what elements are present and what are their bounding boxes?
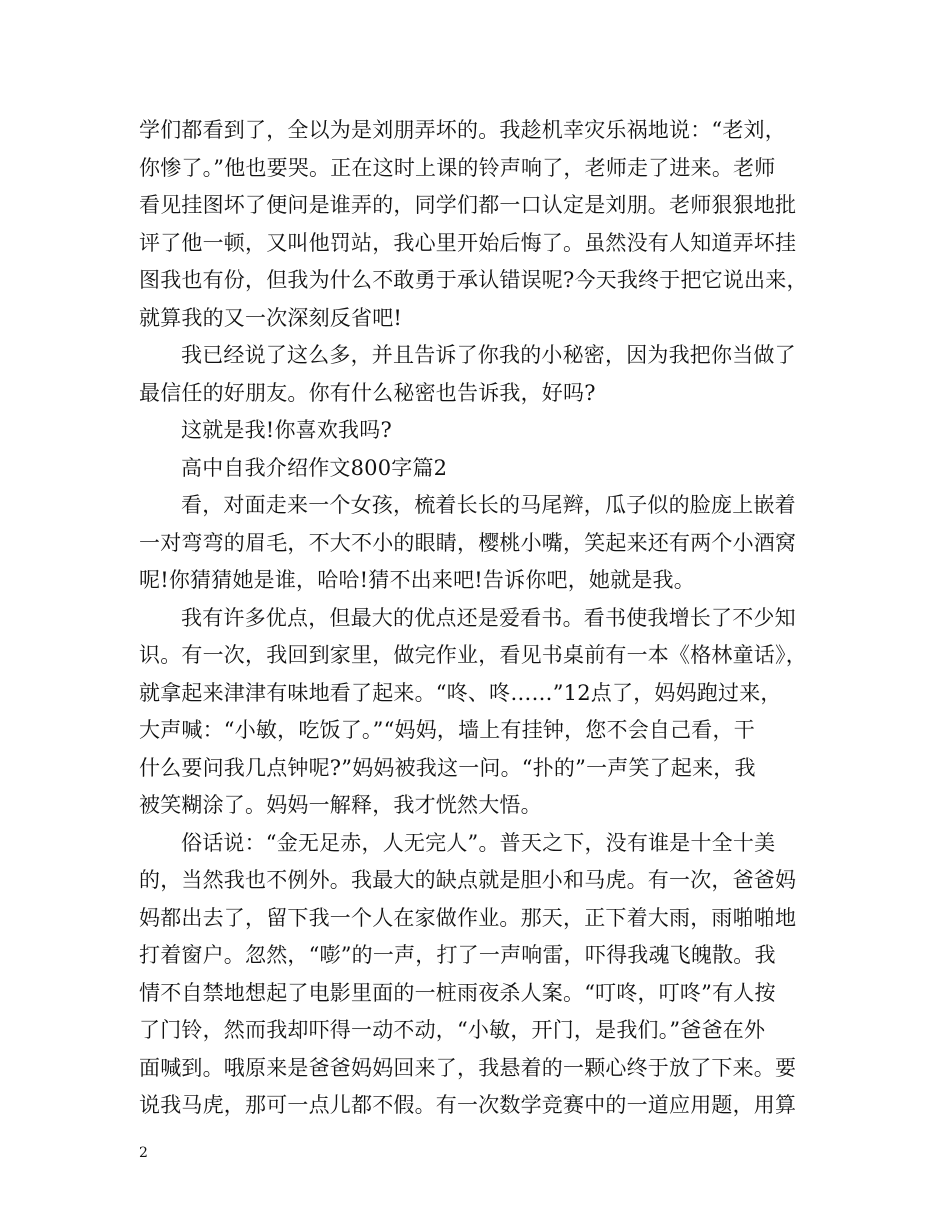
paragraph-first-line: 俗话说：“金无足赤，人无完人”。普天之下，没有谁是十全十美 xyxy=(181,830,776,855)
text-line: 打着窗户。忽然，“嘭”的一声，打了一声响雷，吓得我魂飞魄散。我 xyxy=(139,943,776,967)
paragraph-first-line: 我有许多优点，但最大的优点还是爱看书。看书使我增长了不少知 xyxy=(181,605,796,630)
paragraph-first-line: 我已经说了这么多，并且告诉了你我的小秘密，因为我把你当做了 xyxy=(181,343,796,367)
page-number: 2 xyxy=(139,1145,148,1161)
text-line: 面喊到。哦原来是爸爸妈妈回来了，我悬着的一颗心终于放了下来。要 xyxy=(139,1055,797,1080)
text-line: 什么要问我几点钟呢?”妈妈被我这一问。“扑的”一声笑了起来，我 xyxy=(139,755,756,780)
body-text xyxy=(139,112,819,1125)
text-line: 一对弯弯的眉毛，不大不小的眼睛，樱桃小嘴，笑起来还有两个小酒窝 xyxy=(139,530,797,555)
text-line: 妈都出去了，留下我一个人在家做作业。那天，正下着大雨，雨啪啪地 xyxy=(139,905,797,930)
text-line: 被笑糊涂了。妈妈一解释，我才恍然大悟。 xyxy=(139,793,542,817)
text-line: 大声喊：“小敏，吃饭了。”“妈妈，墙上有挂钟，您不会自己看，干 xyxy=(139,718,755,742)
text-line: 识。有一次，我回到家里，做完作业，看见书桌前有一本《格林童话》， xyxy=(139,643,807,667)
text-line: 就拿起来津津有味地看了起来。“咚、咚……”12点了，妈妈跑过来， xyxy=(139,680,782,705)
text-line: 图我也有份，但我为什么不敢勇于承认错误呢?今天我终于把它说出来， xyxy=(139,268,808,292)
text-line: 就算我的又一次深刻反省吧! xyxy=(139,305,403,330)
text-line: 学们都看到了，全以为是刘朋弄坏的。我趁机幸灾乐祸地说：“老刘， xyxy=(139,118,786,142)
text-line: 评了他一顿，又叫他罚站，我心里开始后悔了。虽然没有人知道弄坏挂 xyxy=(139,230,797,255)
text-line: 情不自禁地想起了电影里面的一桩雨夜杀人案。“叮咚，叮咚”有人按 xyxy=(139,980,776,1005)
section-heading: 高中自我介绍作文800字篇2 xyxy=(181,455,448,480)
text-line: 你惨了。”他也要哭。正在这时上课的铃声响了，老师走了进来。老师 xyxy=(139,155,776,180)
text-line: 了门铃，然而我却吓得一动不动，“小敏，开门，是我们。”爸爸在外 xyxy=(139,1018,766,1042)
text-line: 最信任的好朋友。你有什么秘密也告诉我，好吗? xyxy=(139,380,596,405)
text-line: 说我马虎，那可一点儿都不假。有一次数学竞赛中的一道应用题，用算 xyxy=(139,1093,797,1117)
paragraph-first-line: 看，对面走来一个女孩，梳着长长的马尾辫，瓜子似的脸庞上嵌着 xyxy=(181,493,796,517)
text-line: 看见挂图坏了便问是谁弄的，同学们都一口认定是刘朋。老师狠狠地批 xyxy=(139,193,797,217)
paragraph-first-line: 这就是我!你喜欢我吗? xyxy=(181,418,392,442)
text-line: 的，当然我也不例外。我最大的缺点就是胆小和马虎。有一次，爸爸妈 xyxy=(139,868,797,892)
text-line: 呢!你猜猜她是谁，哈哈!猜不出来吧!告诉你吧，她就是我。 xyxy=(139,568,695,592)
